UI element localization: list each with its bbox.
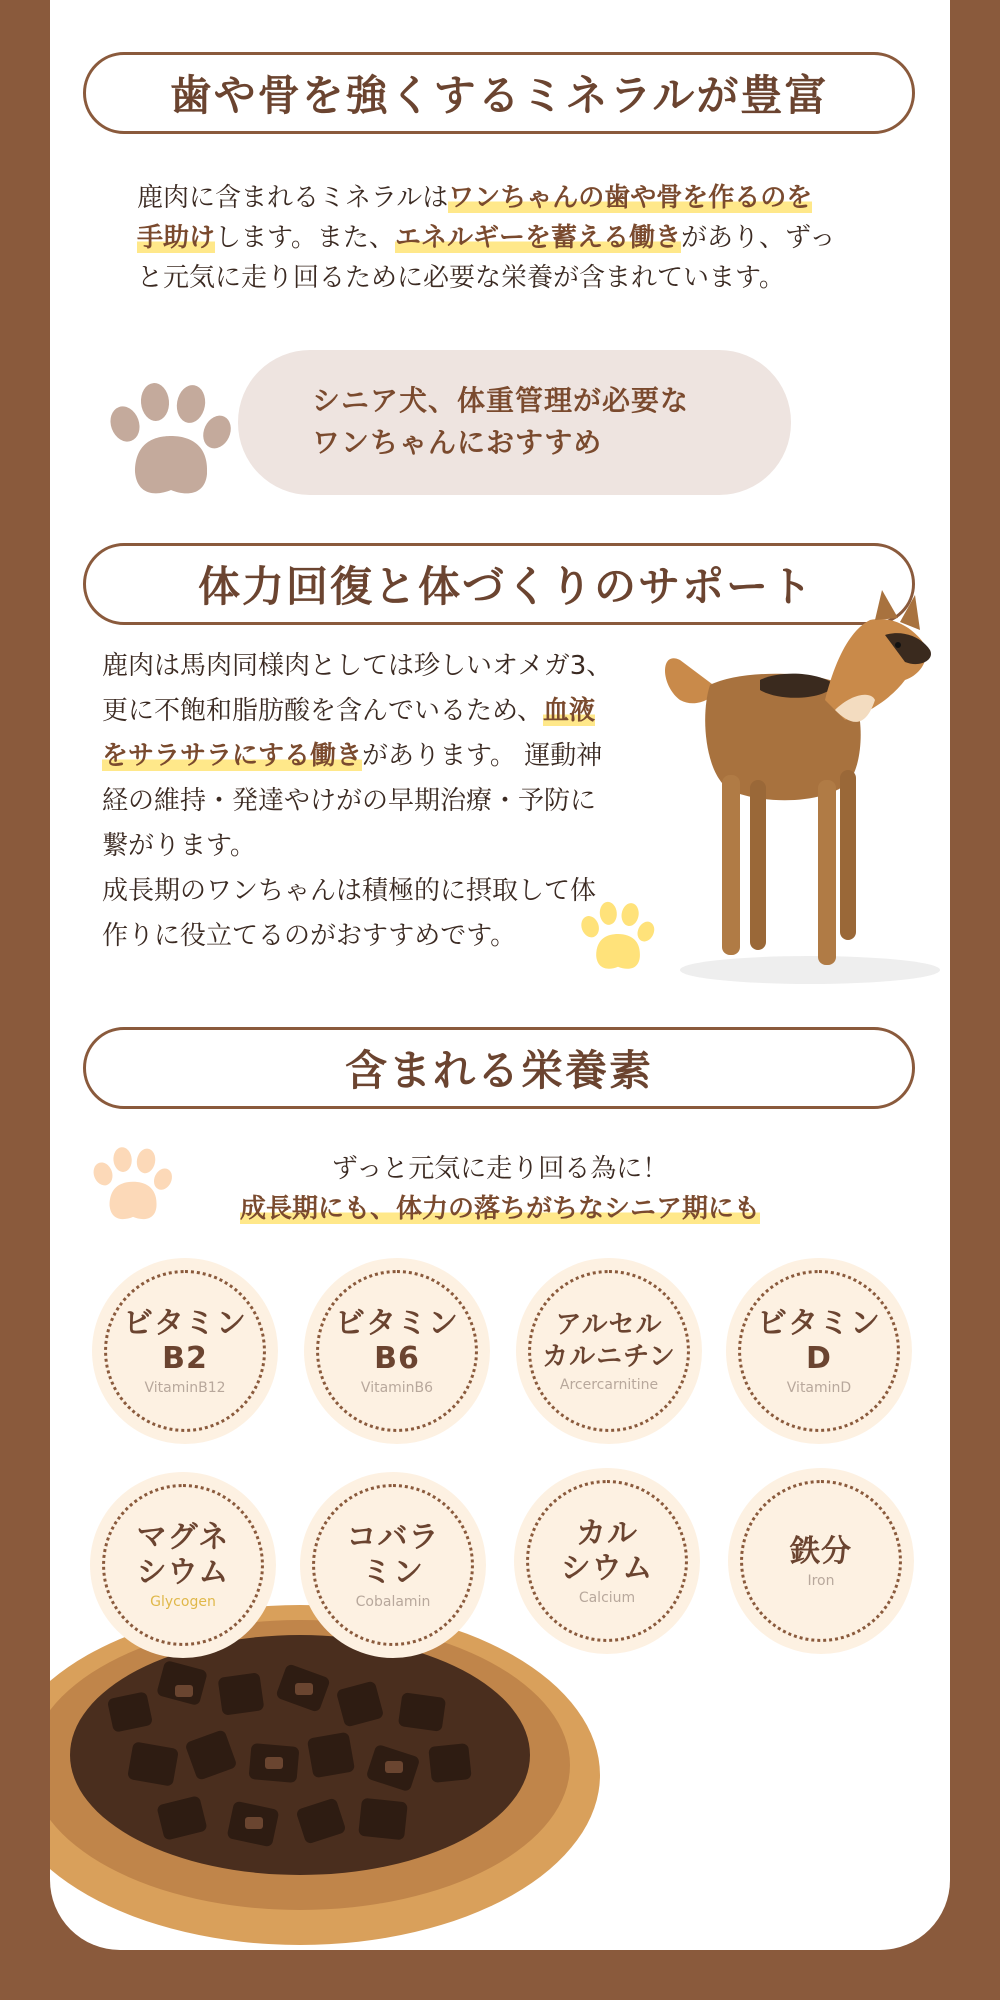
nutrient-badge-magnesium (90, 1472, 276, 1658)
nutrient-name: シウム (136, 1555, 230, 1590)
nutrient-badge-calcium (514, 1468, 700, 1654)
nutrient-name: B2 (162, 1341, 208, 1376)
nutrient-name: D (806, 1341, 832, 1376)
nutrient-name: ビタミン (123, 1306, 247, 1341)
text-span: があります。 運動神 (362, 741, 603, 771)
nutrient-name: ミン (362, 1555, 424, 1590)
nutrient-sub: VitaminB6 (360, 1380, 434, 1396)
nutrient-name: カルニチン (542, 1342, 676, 1372)
nutrient-name: カル (576, 1516, 638, 1551)
recommend-text (312, 380, 689, 464)
highlight-text: 成長期にも、体力の落ちがちなシニア期にも (239, 1194, 760, 1224)
section-title-text: 含まれる栄養素 (344, 1046, 653, 1095)
text-line: 作りに役立てるのがおすすめです。 (102, 921, 517, 951)
nutrient-sub: Glycogen (150, 1594, 216, 1610)
text-line: 成長期のワンちゃんは積極的に摂取して体 (102, 876, 597, 906)
highlight-text: 手助け (137, 223, 216, 253)
content-card (50, 0, 950, 1950)
nutrient-name: コバラ (346, 1520, 440, 1555)
text-span: があり、ずっ (680, 223, 836, 253)
nutrient-name: マグネ (136, 1520, 230, 1555)
paw-print-icon (578, 900, 658, 974)
minerals-paragraph (137, 178, 897, 298)
nutrient-name: ビタミン (757, 1306, 881, 1341)
section-title-text: 体力回復と体づくりのサポート (198, 562, 815, 611)
text-span: 鹿肉に含まれるミネラルは (137, 183, 449, 213)
text-line: 繋がります。 (102, 831, 256, 861)
nutrient-sub: Iron (807, 1572, 835, 1589)
nutrient-sub: Arcercarnitine (559, 1377, 659, 1393)
nutrient-name: アルセル (555, 1310, 663, 1340)
text-span: します。また、 (215, 223, 395, 253)
nutrients-subtitle: ずっと元気に走り回る為に！ (331, 1154, 669, 1184)
text-span: 更に不飽和脂肪酸を含んでいるため、 (102, 696, 543, 726)
nutrient-badge-vitamin-b6 (304, 1258, 490, 1444)
highlight-text: エネルギーを蓄える働き (394, 223, 681, 253)
nutrient-badge-carnitine (516, 1258, 702, 1444)
highlight-text: 血液 (542, 696, 595, 726)
text-line: 経の維持・発達やけがの早期治療・予防に (102, 786, 597, 816)
nutrient-sub: Cobalamin (355, 1594, 431, 1610)
section-title-minerals (83, 52, 915, 134)
nutrient-badge-iron (728, 1468, 914, 1654)
nutrient-badge-cobalamin (300, 1472, 486, 1658)
highlight-text: ワンちゃんの歯や骨を作るのを (448, 183, 813, 213)
nutrient-name: B6 (374, 1341, 420, 1376)
recommend-line: シニア犬、体重管理が必要な (312, 384, 690, 417)
nutrient-badge-vitamin-d (726, 1258, 912, 1444)
recommend-line: ワンちゃんにおすすめ (312, 426, 603, 459)
nutrient-sub: VitaminD (786, 1380, 852, 1396)
text-line: 鹿肉は馬肉同様肉としては珍しいオメガ3、 (102, 651, 613, 681)
section-title-text: 歯や骨を強くするミネラルが豊富 (169, 71, 829, 120)
nutrient-name: シウム (560, 1551, 654, 1586)
nutrient-badge-vitamin-b2 (92, 1258, 278, 1444)
nutrient-sub: Calcium (578, 1590, 636, 1606)
highlight-text: をサラサラにする働き (102, 741, 363, 771)
text-line: と元気に走り回るために必要な栄養が含まれています。 (137, 263, 785, 293)
nutrient-name: 鉄分 (790, 1533, 852, 1569)
section-title-nutrients (83, 1027, 915, 1109)
nutrients-subtitle-highlight (50, 1188, 950, 1225)
paw-print-icon (105, 380, 237, 502)
nutrient-sub: VitaminB12 (144, 1380, 226, 1396)
nutrient-name: ビタミン (335, 1306, 459, 1341)
dog-image (650, 590, 950, 990)
